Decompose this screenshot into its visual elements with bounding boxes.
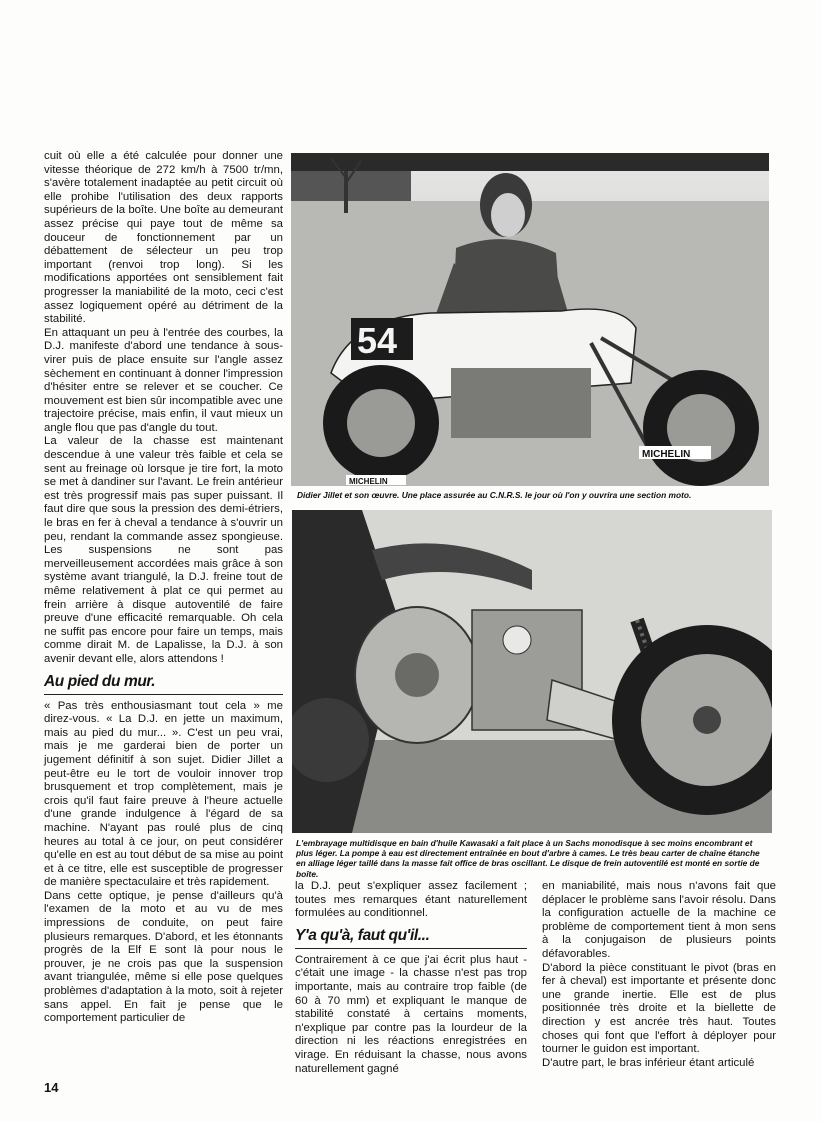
photo-rider-with-motorcycle xyxy=(291,153,769,486)
paragraph: La valeur de la chasse est maintenant descendue à une valeur très faible et cela se sent au freinage où lorsque je tire fort, la moto se met à dandiner sur l'avant. Le frein antérieur est très progressif mais pas super puissant. Il faut dire que sous la pression des demi-étriers, le bras en fer à cheval a tendance à s'ouvrir un peu, rendant la commande assez spongieuse. Les suspensions ne sont pas merveilleusement accordées mais grâce à son système avant triangulé, la D.J. freine tout de même relativement à plat ce qui permet au frein arrière à disque autoventilé de faire preuve d'une efficacité remarquable. Oh cela ne suffit pas encore pour faire un temps, mais comme dirait M. de Lapalisse, la D.J. à son avenir devant elle, alors attendons ! xyxy=(44,435,283,665)
section-heading: Y'a qu'à, faut qu'il... xyxy=(295,927,527,949)
tire-brand-label: MICHELIN xyxy=(349,477,388,486)
photo-caption: L'embrayage multidisque en bain d'huile Kawasaki a fait place à un Sachs monodisque à sec moins encombrant et plus léger. La pompe à eau est directement entraînée en bout d'arbre à cames. Le très beau carter de chaîne étanche en alliage léger taillé dans la masse fait office de bras oscillant. Le disque de frein autoventilé est monté en sortie de boîte. xyxy=(296,838,760,879)
paragraph: « Pas très enthousiasmant tout cela » me direz-vous. « La D.J. en jette un maximum, mais au pied du mur... ». C'est un peu vrai, mais je me garderai bien de porter un jugement définitif à son sujet. Didier Jillet a peut-être eu le tort de vouloir innover trop brusquement et trop complètement, mais je crois qu'il faut faire preuve à l'heure actuelle d'une grande indulgence à l'égard de sa machine. N'ayant pas roulé plus de cinq heures au total à ce jour, on peut considérer qu'elle en est au tout début de sa mise au point et à ce titre, elle est susceptible de progresser de manière spectaculaire et très rapidement. xyxy=(44,699,283,889)
paragraph: D'abord la pièce constituant le pivot (bras en fer à cheval) est importante et présente donc une grande inertie. Elle est de plus positionnée très droite et la biellette de direction y est ancrée très haut. Toutes choses qui font que l'effort à déployer pour tourner le guidon est important. xyxy=(542,961,776,1056)
paragraph: En attaquant un peu à l'entrée des courbes, la D.J. manifeste d'abord une tendance à sous-virer puis de place ensuite sur l'angle assez sèchement en continuant à donner l'impression d'hésiter entre se relever et se coucher. Ce mouvement est bien sûr incompatible avec une trajectoire précise, mais enfin, il vaut mieux un angle flou que pas d'angle du tout. xyxy=(44,326,283,434)
paragraph: la D.J. peut s'expliquer assez facilement ; toutes mes remarques étant naturellement formulées au conditionnel. xyxy=(295,880,527,920)
paragraph: Contrairement à ce que j'ai écrit plus haut - c'était une image - la chasse n'est pas trop importante, mais au contraire trop faible (de 60 à 70 mm) et expliquant le manque de stabilité constaté à certains moments, n'explique par contre pas la lourdeur de la direction ni les réactions enregistrées en virage. En réduisant la chasse, nous avons naturellement gagné xyxy=(295,953,527,1075)
right-column xyxy=(542,880,776,1070)
tire-brand-label: MICHELIN xyxy=(642,449,691,460)
race-number: 54 xyxy=(357,320,398,361)
photo-engine-closeup xyxy=(292,510,772,833)
paragraph: en maniabilité, mais nous n'avons fait que déplacer le problème sans l'avoir résolu. Dans la configuration actuelle de la machine ce problème de comportement tient à mon sens à la conjugaison de plusieurs points défavorables. xyxy=(542,880,776,960)
page-number: 14 xyxy=(44,1080,59,1095)
middle-column xyxy=(295,880,527,1076)
photo-caption: Didier Jillet et son œuvre. Une place assurée au C.N.R.S. le jour où l'on y ouvrira une section moto. xyxy=(297,490,692,500)
paragraph: cuit où elle a été calculée pour donner une vitesse théorique de 272 km/h à 7500 tr/mn, s'avère totalement inadaptée au petit circuit où elle prohibe l'utilisation des deux rapports supérieurs de la boîte. Une boîte au demeurant assez précise qui paye tout de même sa douceur de fonctionnement par un débattement de sélecteur un peu trop important (renvoi trop long). Si les modifications apportées ont sensiblement fait progresser la maniabilité de la moto, ceci c'est assez logiquement opéré au détriment de la stabilité. xyxy=(44,150,283,326)
paragraph: Dans cette optique, je pense d'ailleurs qu'à l'examen de la moto et au vu de mes impressions de conduite, on peut faire plusieurs remarques. D'abord, et les étonnants progrès de la Elf E sont là pour nous le prouver, je ne crois pas que la suspension avant triangulée, même si elle pose quelques problèmes d'adaptation à la moto, soit à rejeter sans appel. En fait je pense que le comportement particulier de xyxy=(44,889,283,1025)
left-column xyxy=(44,150,283,1026)
paragraph: D'autre part, le bras inférieur étant articulé xyxy=(542,1056,755,1069)
section-heading: Au pied du mur. xyxy=(44,673,283,695)
